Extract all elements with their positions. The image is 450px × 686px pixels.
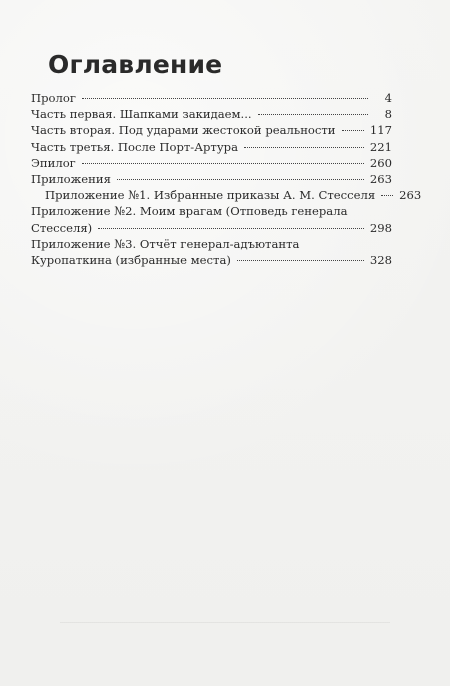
toc-entry-line-2: [31, 220, 392, 236]
toc-entry-label: Эпилог: [31, 155, 76, 170]
toc-entry-label: Приложение №1. Избранные приказы А. М. Стесселя: [45, 188, 376, 203]
toc-entry-label-line-1: Приложение №3. Отчёт генерал-адъютанта: [31, 236, 300, 251]
toc-entry-part-two[interactable]: [31, 122, 392, 138]
toc-entry-label-line-1: Приложение №2. Моим врагам (Отповедь генерала: [31, 204, 348, 219]
toc-page-number: 117: [369, 123, 392, 138]
toc-entry-label: Часть третья. После Порт-Артура: [31, 139, 238, 154]
toc-entry-label-line-2: Куропаткина (избранные места): [31, 253, 231, 268]
leader-dots: [82, 98, 368, 99]
faint-page-mark: [60, 622, 390, 631]
toc-entry-appendices[interactable]: [31, 171, 392, 187]
page-title: Оглавление: [48, 50, 223, 79]
leader-dots: [82, 163, 364, 164]
toc-entry-appendix-1[interactable]: [45, 187, 422, 203]
toc-page-number: 263: [399, 188, 422, 203]
leader-dots: [342, 130, 364, 131]
toc-entry-label: Часть первая. Шапками закидаем...: [31, 107, 252, 122]
leader-dots: [381, 195, 393, 196]
toc-entry-epilogue[interactable]: [31, 155, 392, 171]
toc-entry-label: Часть вторая. Под ударами жестокой реальности: [31, 123, 336, 138]
toc-page-number: 4: [384, 91, 392, 105]
toc-page-number: 221: [369, 139, 392, 154]
toc-entry-label-line-2: Стесселя): [31, 220, 93, 235]
toc-page-number: 328: [369, 253, 392, 268]
toc-entry-line-2: [31, 252, 392, 268]
toc-page-number: 263: [369, 172, 392, 187]
leader-dots: [237, 260, 364, 261]
toc-entry-label: Пролог: [31, 91, 76, 105]
leader-dots: [117, 179, 364, 180]
leader-dots: [98, 228, 364, 229]
toc-entry-part-one[interactable]: [31, 106, 392, 122]
leader-dots: [244, 147, 364, 148]
toc-entry-part-three[interactable]: [31, 139, 392, 155]
toc-entry-label: Приложения: [31, 172, 111, 187]
toc-entry-appendix-2[interactable]: [31, 203, 392, 235]
toc-page-number: 260: [369, 155, 392, 170]
leader-dots: [258, 114, 368, 115]
table-of-contents: [31, 90, 422, 268]
toc-page-number: 298: [369, 220, 392, 235]
toc-entry-prologue[interactable]: [31, 90, 392, 106]
toc-entry-appendix-3[interactable]: [31, 236, 392, 268]
toc-page-number: 8: [384, 107, 392, 122]
